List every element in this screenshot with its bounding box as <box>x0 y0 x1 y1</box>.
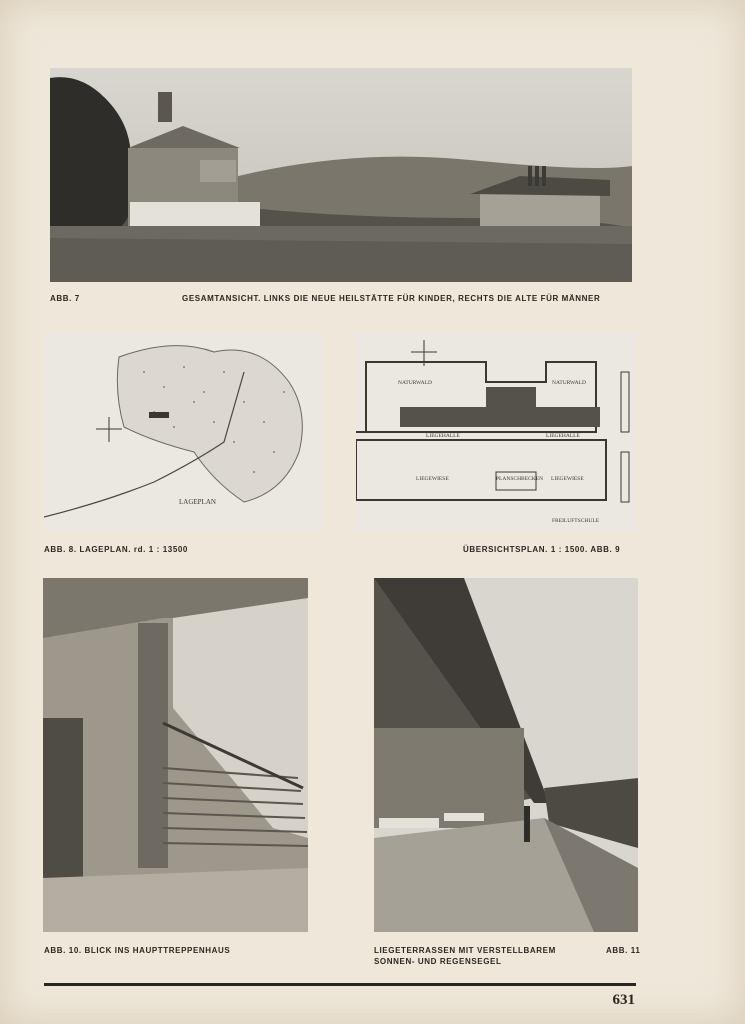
plan-label-planschbecken: PLANSCHBECKEN <box>496 476 544 482</box>
plan-label-liegehalle-right: LIEGEHALLE <box>546 433 580 439</box>
plan-label-naturwald-left: NATURWALD <box>398 380 432 386</box>
footer-rule <box>44 983 636 986</box>
map-lageplan-label: LAGEPLAN <box>179 498 216 506</box>
page-number: 631 <box>612 992 635 1008</box>
caption-abb9: ÜBERSICHTSPLAN. 1 : 1500. ABB. 9 <box>463 545 621 554</box>
photo-liegeterrassen <box>374 578 638 932</box>
caption-abb11-line2: SONNEN- UND REGENSEGEL <box>374 957 502 966</box>
plan-uebersichtsplan <box>356 332 636 532</box>
caption-abb11-line1: LIEGETERRASSEN MIT VERSTELLBAREM <box>374 946 556 955</box>
plan-label-naturwald-right: NATURWALD <box>552 380 586 386</box>
caption-abb11-number: ABB. 11 <box>606 946 641 955</box>
photo-haupttreppenhaus <box>43 578 308 932</box>
plan-label-liegewiese-right: LIEGEWIESE <box>551 476 584 482</box>
caption-abb10: ABB. 10. BLICK INS HAUPTTREPPENHAUS <box>44 946 231 955</box>
caption-abb7-number: ABB. 7 <box>50 294 80 303</box>
photo-gesamtansicht <box>50 68 632 282</box>
plan-label-freiluftschule: FREILUFTSCHULE <box>552 518 600 524</box>
plan-label-liegehalle-left: LIEGEHALLE <box>426 433 460 439</box>
plan-label-liegewiese-left: LIEGEWIESE <box>416 476 449 482</box>
caption-abb7-text: GESAMTANSICHT. LINKS DIE NEUE HEILSTÄTTE FÜR KINDER, RECHTS DIE ALTE FÜR MÄNNER <box>182 294 601 303</box>
caption-abb8: ABB. 8. LAGEPLAN. rd. 1 : 13500 <box>44 545 188 554</box>
map-lageplan <box>44 332 324 532</box>
